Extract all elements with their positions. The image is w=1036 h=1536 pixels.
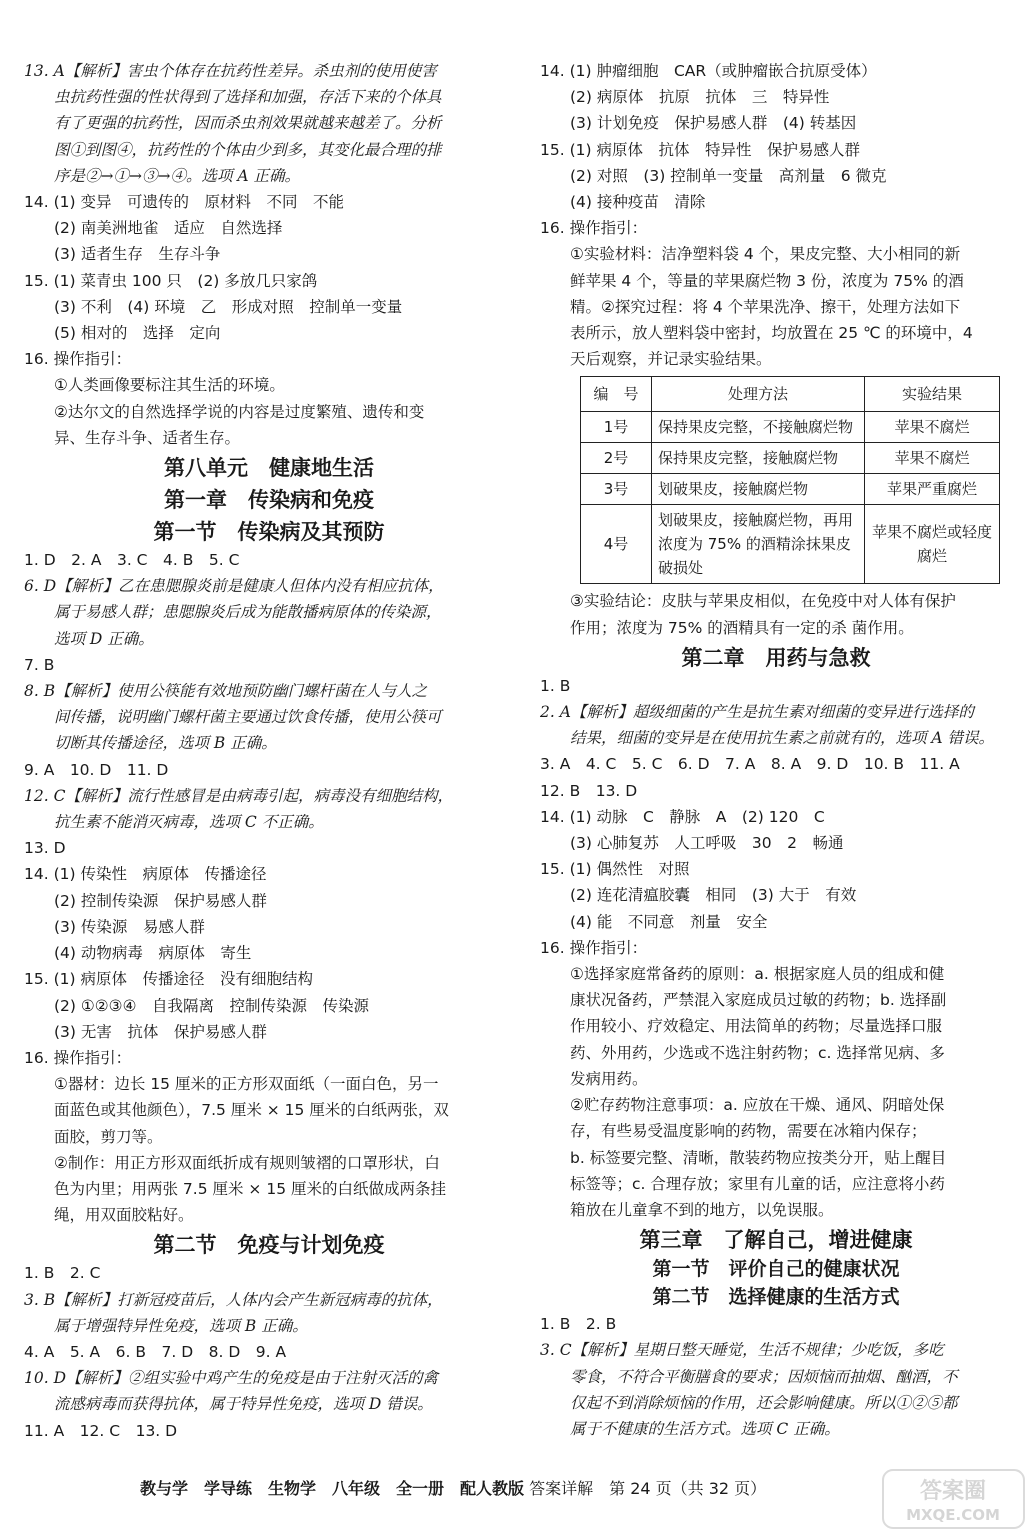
text-line: 8. B【解析】使用公筷能有效地预防幽门螺杆菌在人与人之 (24, 682, 428, 701)
watermark-logo (881, 1468, 1026, 1530)
section-heading: 第一章 传染病和免疫 (164, 488, 374, 513)
text-line: (2) 连花清瘟胶囊 相同 (3) 大于 有效 (570, 886, 857, 905)
right-top-text (540, 58, 1012, 372)
table-header-row (581, 377, 1000, 412)
watermark-text-url: MXQE.COM (906, 1506, 1000, 1524)
table-cell: 1号 (581, 412, 652, 443)
table-cell: 保持果皮完整，不接触腐烂物 (652, 412, 865, 443)
text-line: 14. (1) 变异 可遗传的 原材料 不同 不能 (24, 193, 344, 212)
text-line: 1. B (540, 676, 571, 695)
table-cell: 2号 (581, 443, 652, 474)
section-heading: 第二节 选择健康的生活方式 (652, 1286, 900, 1309)
text-line: (2) 对照 (3) 控制单一变量 高剂量 6 微克 (570, 166, 887, 185)
text-line: 16. 操作指引： (24, 350, 132, 369)
text-line: 序是②→①→③→④。选项 A 正确。 (54, 166, 301, 185)
table-cell: 保持果皮完整，接触腐烂物 (652, 443, 865, 474)
watermark-text-cn: 答案圈 (919, 1479, 987, 1504)
table-header-cell: 编 号 (581, 377, 652, 412)
text-line: 7. B (24, 655, 55, 674)
text-line: 箱放在儿童拿不到的地方，以免误服。 (570, 1200, 834, 1219)
left-column (24, 58, 514, 1444)
text-line: b. 标签要完整、清晰，散装药物应按类分开，贴上醒目 (570, 1148, 947, 1167)
text-line: 13. A【解析】害虫个体存在抗药性差异。杀虫剂的使用使害 (24, 62, 437, 80)
text-line: 精。②探究过程：将 4 个苹果洗净、擦干，处理方法如下 (570, 297, 961, 316)
text-line: 属于不健康的生活方式。选项 C 正确。 (570, 1419, 840, 1438)
text-line: ①人类画像要标注其生活的环境。 (54, 376, 285, 395)
text-line: 切断其传播途径，选项 B 正确。 (54, 734, 277, 753)
text-line: (2) 病原体 抗原 抗体 三 特异性 (570, 88, 830, 107)
text-line: 面胶，剪刀等。 (54, 1127, 163, 1146)
table-cell: 苹果不腐烂 (865, 443, 1000, 474)
section-heading: 第三章 了解自己，增进健康 (639, 1228, 913, 1253)
text-line: 12. B 13. D (540, 781, 638, 800)
text-line: 异、生存斗争、适者生存。 (54, 428, 241, 447)
section-heading: 第一节 传染病及其预防 (153, 520, 385, 545)
text-line: ②达尔文的自然选择学说的内容是过度繁殖、遗传和变 (54, 402, 425, 421)
text-line: 虫抗药性强的性状得到了选择和加强，存活下来的个体具 (54, 88, 442, 107)
text-line: 15. (1) 病原体 传播途径 没有细胞结构 (24, 970, 313, 989)
text-line: 15. (1) 病原体 抗体 特异性 保护易感人群 (540, 140, 860, 159)
text-line: 9. A 10. D 11. D (24, 760, 169, 779)
table-cell: 4号 (581, 505, 652, 584)
text-line: ①实验材料：洁净塑料袋 4 个，果皮完整、大小相同的新 (570, 245, 961, 264)
text-line: (4) 动物病毒 病原体 寄生 (54, 944, 252, 963)
text-line: 11. A 12. C 13. D (24, 1421, 178, 1440)
text-line: 15. (1) 偶然性 对照 (540, 860, 690, 879)
text-line: 药、外用药，少选或不选注射药物；c. 选择常见病、多 (570, 1043, 945, 1062)
section-heading: 第八单元 健康地生活 (164, 456, 374, 481)
text-line: 3. A 4. C 5. C 6. D 7. A 8. A 9. D 10. B 11. A (540, 755, 960, 774)
footer-brand: 教与学 学导练 生物学 八年级 全一册 配人教版 (140, 1479, 525, 1498)
text-line: ①选择家庭常备药的原则：a. 根据家庭人员的组成和健 (570, 965, 945, 984)
text-line: 零食，不符合平衡膳食的要求；因烦恼而抽烟、酗酒，不 (570, 1367, 958, 1386)
table-cell: 苹果严重腐烂 (865, 474, 1000, 505)
text-line: (4) 能 不同意 剂量 安全 (570, 912, 768, 931)
text-line: 有了更强的抗药性，因而杀虫剂效果就越来越差了。分析 (54, 114, 442, 133)
section-heading: 第二节 免疫与计划免疫 (153, 1233, 385, 1258)
text-line: 1. D 2. A 3. C 4. B 5. C (24, 551, 240, 570)
text-line: ③实验结论：皮肤与苹果皮相似，在免疫中对人体有保护 (570, 592, 956, 611)
text-line: ②制作：用正方形双面纸折成有规则皱褶的口罩形状，白 (54, 1153, 440, 1172)
text-line: 1. B 2. C (24, 1264, 101, 1283)
table-row (581, 474, 1000, 505)
text-line: 仅起不到消除烦恼的作用，还会影响健康。所以①②⑤都 (570, 1393, 958, 1412)
text-line: (3) 心肺复苏 人工呼吸 30 2 畅通 (570, 834, 844, 853)
text-line: 结果，细菌的变异是在使用抗生素之前就有的，选项 A 错误。 (570, 729, 995, 748)
text-line: 16. 操作指引： (24, 1048, 132, 1067)
text-line: 10. D【解析】②组实验中鸡产生的免疫是由于注射灭活的禽 (24, 1369, 439, 1388)
text-line: 表所示，放人塑料袋中密封，均放置在 25 ℃ 的环境中，4 (570, 324, 973, 343)
table-row (581, 505, 1000, 584)
text-line: ①器材：边长 15 厘米的正方形双面纸（一面白色，另一 (54, 1075, 439, 1094)
text-line: (3) 计划免疫 保护易感人群 (4) 转基因 (570, 114, 857, 133)
text-line: 发病用药。 (570, 1069, 648, 1088)
text-line: 属于易感人群；患腮腺炎后成为能散播病原体的传染源， (54, 603, 442, 622)
text-line: 作用；浓度为 75% 的酒精具有一定的杀 菌作用。 (570, 618, 914, 637)
text-line: 标签等；c. 合理存放；家里有儿童的话，应注意将小药 (570, 1174, 945, 1193)
text-line: 2. A【解析】超级细菌的产生是抗生素对细菌的变异进行选择的 (540, 703, 974, 722)
text-line: 6. D【解析】乙在患腮腺炎前是健康人但体内没有相应抗体， (24, 577, 444, 596)
text-line: (4) 接种疫苗 清除 (570, 193, 706, 212)
text-line: (5) 相对的 选择 定向 (54, 324, 221, 343)
text-line: 选项 D 正确。 (54, 629, 154, 648)
text-line: 14. (1) 动脉 C 静脉 A (2) 120 C (540, 807, 825, 826)
text-line: 图①到图④，抗药性的个体由少到多，其变化最合理的排 (54, 140, 442, 159)
table-cell: 苹果不腐烂 (865, 412, 1000, 443)
table-cell: 划破果皮，接触腐烂物，再用浓度为 75% 的酒精涂抹果皮破损处 (652, 505, 865, 584)
table-header-cell: 实验结果 (865, 377, 1000, 412)
table-header-cell: 处理方法 (652, 377, 865, 412)
text-line: 16. 操作指引： (540, 938, 648, 957)
text-line: 作用较小、疗效稳定、用法简单的药物；尽量选择口服 (570, 1017, 943, 1036)
text-line: (3) 不利 (4) 环境 乙 形成对照 控制单一变量 (54, 297, 403, 316)
text-line: 属于增强特异性免疫，选项 B 正确。 (54, 1316, 308, 1335)
text-line: 绳，用双面胶粘好。 (54, 1206, 194, 1225)
text-line: 1. B 2. B (540, 1315, 617, 1334)
text-line: 面蓝色或其他颜色），7.5 厘米 × 15 厘米的白纸两张，双 (54, 1101, 449, 1120)
page-footer (140, 1476, 766, 1499)
text-line: (3) 适者生存 生存斗争 (54, 245, 221, 264)
table-cell: 苹果不腐烂或轻度腐烂 (865, 505, 1000, 584)
text-line: (2) 控制传染源 保护易感人群 (54, 891, 267, 910)
text-line: 流感病毒而获得抗体，属于特异性免疫，选项 D 错误。 (54, 1395, 433, 1414)
text-line: 15. (1) 菜青虫 100 只 (2) 多放几只家鸽 (24, 271, 318, 290)
experiment-table (580, 376, 1000, 584)
text-line: 鲜苹果 4 个，等量的苹果腐烂物 3 份，浓度为 75% 的酒 (570, 271, 964, 290)
right-bottom-text (540, 588, 1012, 1442)
table-cell: 3号 (581, 474, 652, 505)
text-line: 16. 操作指引： (540, 219, 648, 238)
text-line: 4. A 5. A 6. B 7. D 8. D 9. A (24, 1342, 287, 1361)
text-line: 12. C【解析】流行性感冒是由病毒引起，病毒没有细胞结构， (24, 786, 453, 805)
text-line: 色为内里；用两张 7.5 厘米 × 15 厘米的白纸做成两条挂 (54, 1179, 446, 1198)
footer-page-number: 答案详解 第 24 页（共 32 页） (529, 1479, 767, 1498)
text-line: (3) 无害 抗体 保护易感人群 (54, 1022, 267, 1041)
section-heading: 第一节 评价自己的健康状况 (652, 1258, 900, 1281)
text-line: 3. C【解析】星期日整天睡觉，生活不规律；少吃饭，多吃 (540, 1341, 944, 1360)
text-line: 14. (1) 传染性 病原体 传播途径 (24, 865, 267, 884)
text-line: ②贮存药物注意事项：a. 应放在干燥、通风、阴暗处保 (570, 1096, 945, 1115)
text-line: 抗生素不能消灭病毒，选项 C 不正确。 (54, 813, 324, 832)
text-line: 存，有些易受温度影响的药物，需要在冰箱内保存； (570, 1122, 927, 1141)
text-line: 3. B【解析】打新冠疫苗后，人体内会产生新冠病毒的抗体， (24, 1290, 443, 1309)
text-line: 间传播，说明幽门螺杆菌主要通过饮食传播，使用公筷可 (54, 708, 442, 727)
text-line: 天后观察，并记录实验结果。 (570, 350, 772, 369)
section-heading: 第二章 用药与急救 (681, 645, 871, 670)
text-line: 康状况备药，严禁混入家庭成员过敏的药物；b. 选择副 (570, 991, 947, 1010)
text-line: 14. (1) 肿瘤细胞 CAR（或肿瘤嵌合抗原受体） (540, 62, 877, 80)
table-cell: 划破果皮，接触腐烂物 (652, 474, 865, 505)
right-column (540, 58, 1012, 1442)
table-row (581, 412, 1000, 443)
table-row (581, 443, 1000, 474)
text-line: (2) ①②③④ 自我隔离 控制传染源 传染源 (54, 996, 369, 1015)
text-line: 13. D (24, 839, 66, 858)
text-line: (3) 传染源 易感人群 (54, 917, 205, 936)
text-line: (2) 南美洲地雀 适应 自然选择 (54, 219, 283, 238)
